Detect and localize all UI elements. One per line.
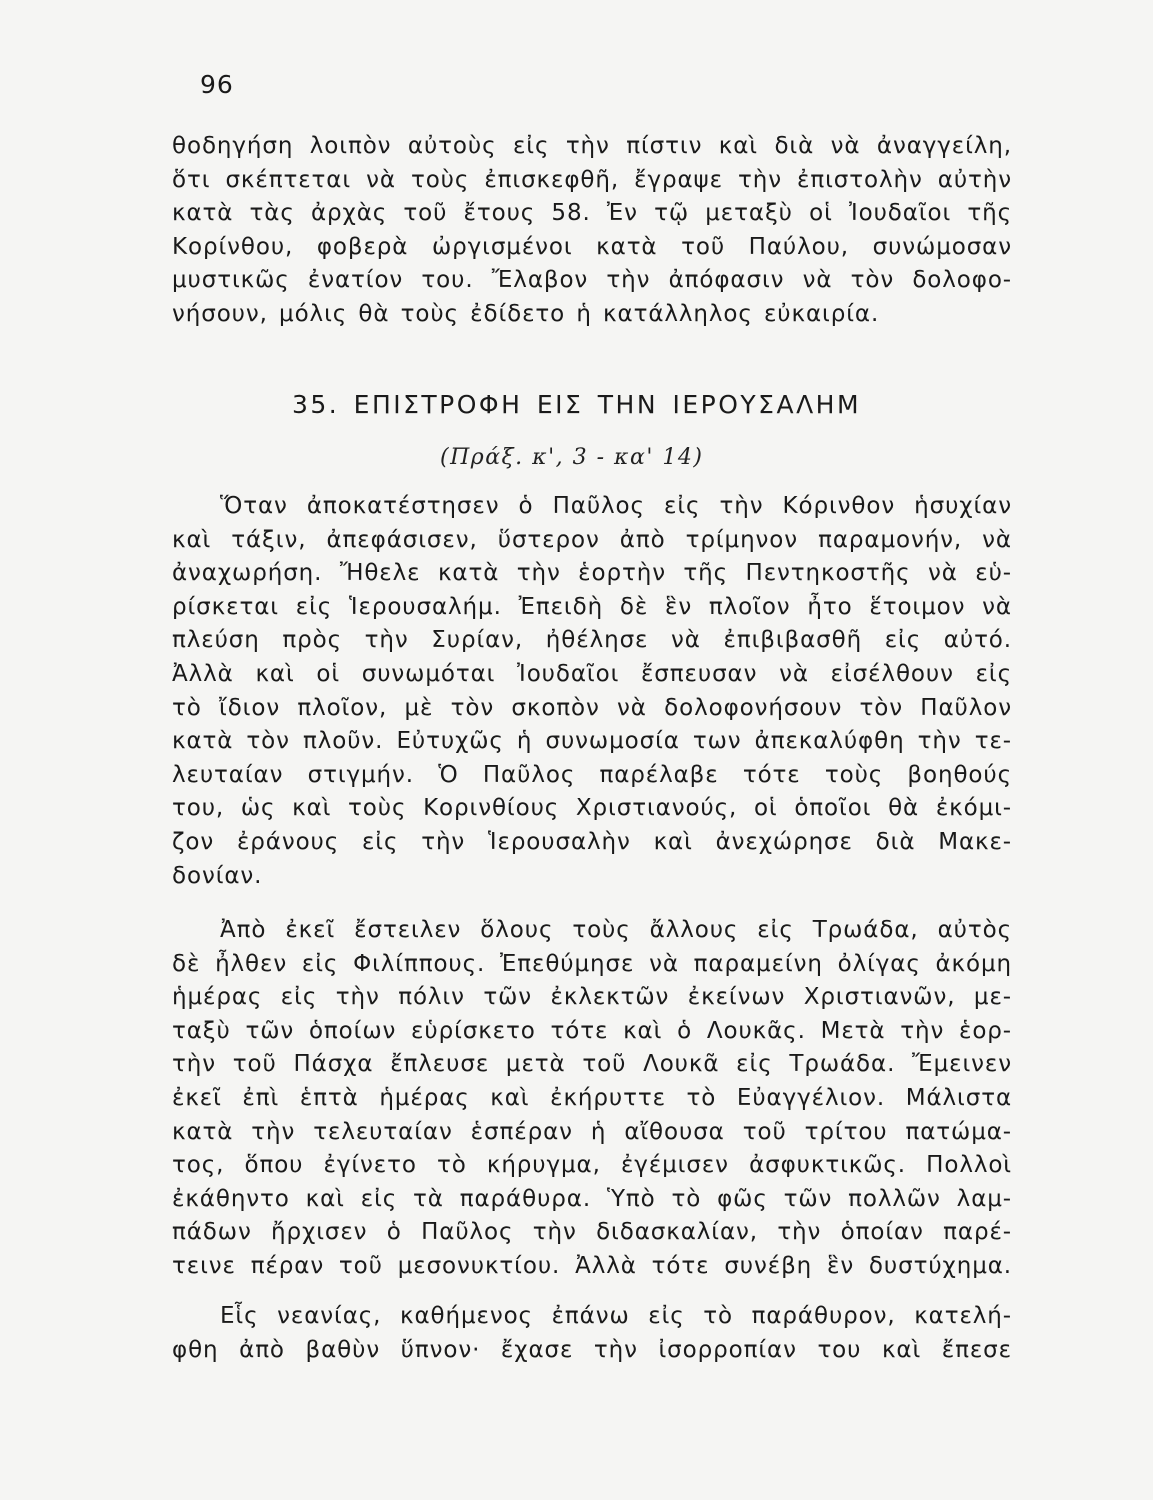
- text-line: ἐκεῖ ἐπὶ ἑπτὰ ἡμέρας καὶ ἐκήρυττε τὸ Εὐαγγέλιον. Μάλιστα: [172, 1084, 1012, 1111]
- text-line: νήσουν, μόλις θὰ τοὺς ἐδίδετο ἡ κατάλληλος εὐκαιρία.: [172, 300, 880, 327]
- text-line: δὲ ἦλθεν εἰς Φιλίππους. Ἐπεθύμησε νὰ παραμείνη ὀλίγας ἀκόμη: [172, 950, 1012, 977]
- text-line: Ἀλλὰ καὶ οἱ συνωμόται Ἰουδαῖοι ἔσπευσαν νὰ εἰσέλθουν εἰς: [172, 660, 1012, 687]
- section-reference: (Πράξ. κ', 3 - κα' 14): [440, 445, 704, 470]
- text-line: πάδων ἤρχισεν ὁ Παῦλος τὴν διδασκαλίαν, τὴν ὁποίαν παρέ-: [172, 1219, 1012, 1246]
- text-line: κατὰ τὰς ἀρχὰς τοῦ ἔτους 58. Ἐν τῷ μεταξὺ οἱ Ἰουδαῖοι τῆς: [172, 200, 1012, 227]
- text-line: ταξὺ τῶν ὁποίων εὑρίσκετο τότε καὶ ὁ Λουκᾶς. Μετὰ τὴν ἑορ-: [172, 1017, 1012, 1044]
- text-line: ρίσκεται εἰς Ἱερουσαλήμ. Ἐπειδὴ δὲ ἓν πλοῖον ἦτο ἕτοιμον νὰ: [172, 593, 1012, 620]
- text-line: του, ὡς καὶ τοὺς Κορινθίους Χριστιανούς, οἱ ὁποῖοι θὰ ἐκόμι-: [172, 795, 1012, 822]
- text-line: τος, ὅπου ἐγίνετο τὸ κήρυγμα, ἐγέμισεν ἀσφυκτικῶς. Πολλοὶ: [172, 1152, 1012, 1179]
- section-heading: 35. ΕΠΙΣΤΡΟΦΗ ΕΙΣ ΤΗΝ ΙΕΡΟΥΣΑΛΗΜ: [291, 390, 862, 419]
- text-line: Εἷς νεανίας, καθήμενος ἐπάνω εἰς τὸ παράθυρον, κατελή-: [220, 1303, 1012, 1329]
- text-line: ἀναχωρήση. Ἤθελε κατὰ τὴν ἑορτὴν τῆς Πεντηκοστῆς νὰ εὑ-: [172, 560, 1012, 587]
- text-line: ὅτι σκέπτεται νὰ τοὺς ἐπισκεφθῆ, ἔγραψε τὴν ἐπιστολὴν αὐτὴν: [172, 166, 1012, 193]
- text-line: Ὅταν ἀποκατέστησεν ὁ Παῦλος εἰς τὴν Κόρινθον ἡσυχίαν: [220, 493, 1012, 519]
- text-line: ἡμέρας εἰς τὴν πόλιν τῶν ἐκλεκτῶν ἐκείνων Χριστιανῶν, με-: [172, 984, 1012, 1011]
- text-line: κατὰ τὴν τελευταίαν ἑσπέραν ἡ αἴθουσα τοῦ τρίτου πατώμα-: [172, 1118, 1012, 1145]
- text-line: ζον ἐράνους εἰς τὴν Ἱερουσαλὴν καὶ ἀνεχώρησε διὰ Μακε-: [172, 828, 1012, 855]
- text-line: κατὰ τὸν πλοῦν. Εὐτυχῶς ἡ συνωμοσία των ἀπεκαλύφθη τὴν τε-: [172, 728, 1012, 755]
- paragraph-2: [172, 914, 1012, 1284]
- paragraph-3: [172, 1300, 1012, 1367]
- text-line: Ἀπὸ ἐκεῖ ἔστειλεν ὅλους τοὺς ἄλλους εἰς Τρωάδα, αὐτὸς: [220, 917, 1012, 943]
- text-line: Κορίνθου, φοβερὰ ὠργισμένοι κατὰ τοῦ Παύλου, συνώμοσαν: [172, 233, 1012, 260]
- text-line: μυστικῶς ἐνατίον του. Ἔλαβον τὴν ἀπόφασιν νὰ τὸν δολοφο-: [172, 267, 1012, 294]
- page-number: 96: [200, 70, 234, 99]
- text-line: τὴν τοῦ Πάσχα ἔπλευσε μετὰ τοῦ Λουκᾶ εἰς Τρωάδα. Ἔμεινεν: [172, 1051, 1012, 1078]
- text-line: θοδηγήση λοιπὸν αὐτοὺς εἰς τὴν πίστιν καὶ διὰ νὰ ἀναγγείλη,: [172, 133, 1012, 159]
- text-line: τεινε πέραν τοῦ μεσονυκτίου. Ἀλλὰ τότε συνέβη ἓν δυστύχημα.: [172, 1252, 1012, 1279]
- text-line: ἐκάθηντο καὶ εἰς τὰ παράθυρα. Ὑπὸ τὸ φῶς τῶν πολλῶν λαμ-: [172, 1185, 1012, 1212]
- text-line: καὶ τάξιν, ἀπεφάσισεν, ὕστερον ἀπὸ τρίμηνον παραμονήν, νὰ: [172, 526, 1012, 553]
- intro-paragraph: [172, 130, 1012, 332]
- text-line: φθη ἀπὸ βαθὺν ὕπνον· ἔχασε τὴν ἰσορροπίαν του καὶ ἔπεσε: [172, 1336, 1012, 1363]
- paragraph-1: [172, 490, 1012, 893]
- text-line: δονίαν.: [172, 862, 263, 889]
- text-line: πλεύση πρὸς τὴν Συρίαν, ἠθέλησε νὰ ἐπιβιβασθῆ εἰς αὐτό.: [172, 627, 1012, 654]
- text-line: λευταίαν στιγμήν. Ὁ Παῦλος παρέλαβε τότε τοὺς βοηθούς: [172, 761, 1012, 788]
- text-line: τὸ ἴδιον πλοῖον, μὲ τὸν σκοπὸν νὰ δολοφονήσουν τὸν Παῦλον: [172, 694, 1012, 721]
